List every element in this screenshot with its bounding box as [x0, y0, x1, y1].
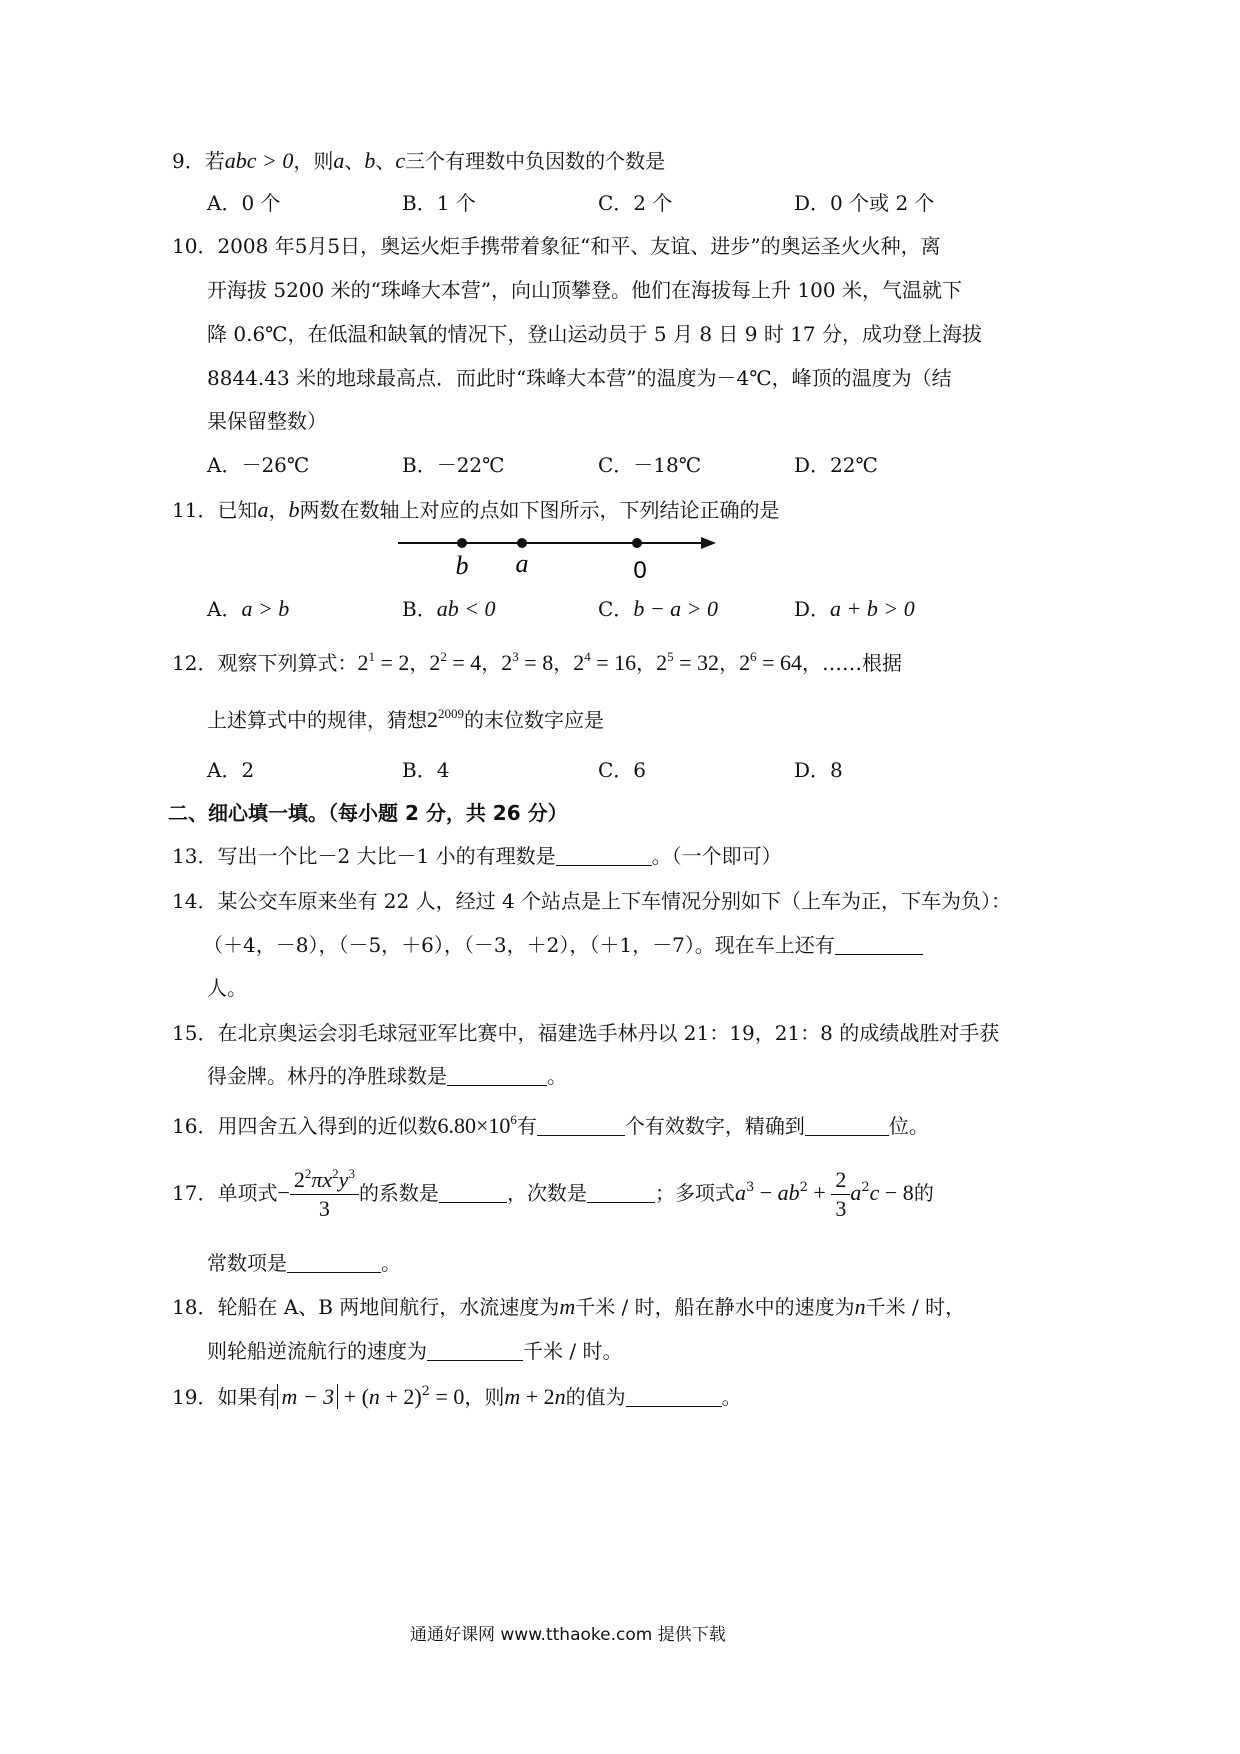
- q10-option-b: B．－22℃: [402, 453, 505, 477]
- label-zero: 0: [633, 557, 647, 584]
- term-value: = 2: [374, 650, 410, 675]
- term-value: = 64: [756, 650, 802, 675]
- answer-blank[interactable]: [835, 934, 923, 955]
- q12-line2-tail: 的末位数字应是: [464, 708, 604, 732]
- number-line-figure: [390, 530, 730, 586]
- option-expr: a + b > 0: [830, 596, 915, 621]
- num-y: y: [338, 1167, 349, 1192]
- question-number: 13．: [172, 844, 218, 868]
- q19-var-m: m: [504, 1384, 521, 1409]
- q9-expr: abc > 0: [224, 148, 294, 173]
- fraction-numerator: 2: [831, 1166, 850, 1195]
- question-9: [172, 148, 665, 174]
- power-term: [656, 650, 719, 675]
- term-exp: 1: [368, 649, 375, 664]
- q9-option-d: D．0 个或 2 个: [794, 191, 935, 215]
- q11-option-a: [207, 596, 289, 622]
- term-exp: 5: [667, 649, 674, 664]
- q16-tail: 位。: [888, 1114, 929, 1138]
- q13-text: 写出一个比－2 大比－1 小的有理数是: [217, 844, 556, 868]
- q19-var-n2: n: [554, 1384, 566, 1409]
- q16-mid: 有: [516, 1114, 537, 1138]
- question-18-line-1: [172, 1294, 965, 1320]
- q17-coef-label: 的系数是: [358, 1181, 439, 1205]
- question-10-line-4: 8844.43 米的地球最高点．而此时“珠峰大本营”的温度为－4℃，峰顶的温度为（结: [207, 366, 952, 390]
- q12-sep: ，: [719, 651, 740, 675]
- q9-option-a: A．0 个: [207, 191, 281, 215]
- question-16: [172, 1113, 929, 1139]
- q18-pre: 轮船在 A、B 两地间航行，水流速度为: [217, 1295, 560, 1319]
- poly-minus-8: − 8: [879, 1180, 914, 1205]
- answer-blank[interactable]: [556, 845, 652, 866]
- label-a: a: [515, 549, 529, 578]
- question-number: 19．: [172, 1385, 218, 1409]
- q18-var-m: m: [559, 1294, 576, 1319]
- q17-comma: ，: [506, 1181, 527, 1205]
- question-13: [172, 843, 782, 869]
- q11-option-d: [794, 596, 915, 622]
- q12-sep: ，: [553, 651, 574, 675]
- q11-tail: 两数在数轴上对应的点如下图所示，下列结论正确的是: [299, 498, 780, 522]
- poly-a2-exp: 2: [861, 1180, 870, 1195]
- q12-sep: ，: [636, 651, 657, 675]
- q12-option-d: D．8: [794, 758, 843, 782]
- question-18-line-2: [207, 1338, 622, 1364]
- q10-option-c: C．－18℃: [598, 453, 702, 477]
- answer-blank[interactable]: [537, 1115, 625, 1136]
- question-number: 15．: [172, 1021, 218, 1045]
- q12-line2-pre: 上述算式中的规律，猜想: [207, 708, 427, 732]
- q11-var-b: b: [288, 497, 300, 522]
- question-17-line-2: [207, 1250, 401, 1276]
- q9-sep1: 、: [344, 149, 365, 173]
- question-12-line-1: [172, 650, 902, 676]
- question-19: [172, 1384, 742, 1410]
- power-term: [429, 650, 481, 675]
- q12-sep: ，: [409, 651, 430, 675]
- num-pi-x: πx: [311, 1167, 333, 1192]
- poly-ab: ab: [777, 1180, 800, 1205]
- option-letter: D．: [794, 597, 831, 621]
- q16-number: [437, 1113, 516, 1138]
- term-base: 2: [501, 650, 513, 675]
- term-value: = 32: [673, 650, 720, 675]
- q19-rest: + 2): [379, 1384, 422, 1409]
- q19-var-n: n: [368, 1384, 380, 1409]
- question-11: [172, 497, 779, 523]
- q14-line2: （＋4，－8），（－5，＋6），（－3，＋2），（＋1，－7）。现在车上还有: [203, 933, 835, 957]
- point-b: [457, 538, 467, 548]
- term-value: = 8: [518, 650, 554, 675]
- term-base: 2: [357, 650, 369, 675]
- q16-pre: 用四舍五入得到的近似数: [217, 1114, 438, 1138]
- q12-option-a: A．2: [207, 758, 255, 782]
- question-12-line-2: [207, 707, 604, 733]
- q15-tail: 。: [547, 1064, 567, 1088]
- number-line-arrow: [701, 537, 716, 549]
- option-expr: ab < 0: [436, 596, 496, 621]
- q18-line2: 则轮船逆流航行的速度为: [207, 1339, 427, 1363]
- point-a: [517, 538, 527, 548]
- q19-absolute-value: m − 3: [277, 1384, 338, 1409]
- q17-line2: 常数项是: [207, 1251, 287, 1275]
- option-letter: A．: [207, 597, 242, 621]
- term-exp: 6: [750, 649, 757, 664]
- question-14-line-1: [172, 888, 1011, 914]
- q10-option-d: D．22℃: [794, 453, 878, 477]
- q19-tail: 的值为: [565, 1385, 626, 1409]
- q15-line2: 得金牌。林丹的净胜球数是: [207, 1064, 447, 1088]
- option-expr: b − a > 0: [633, 596, 719, 621]
- q11-option-b: [402, 596, 496, 622]
- poly-a-exp: 3: [745, 1180, 755, 1195]
- q19-end: 。: [721, 1385, 742, 1409]
- poly-a: a: [734, 1180, 746, 1205]
- question-number: 17．: [172, 1181, 218, 1205]
- term-exp: 2009: [438, 706, 464, 721]
- poly-c: c: [869, 1180, 880, 1205]
- poly-a2: a: [850, 1180, 862, 1205]
- answer-blank[interactable]: [447, 1065, 547, 1086]
- power-term: [501, 650, 553, 675]
- answer-blank[interactable]: [427, 1340, 523, 1361]
- q17-poly-label: 多项式: [674, 1181, 735, 1205]
- q10-text: 2008 年5月5日，奥运火炬手携带着象征“和平、友谊、进步”的奥运圣火火种，离: [217, 234, 941, 258]
- q11-var-a: a: [257, 497, 269, 522]
- q19-mid: ，则: [464, 1385, 505, 1409]
- term-exp: 2: [440, 649, 447, 664]
- question-10-line-3: 降 0.6℃，在低温和缺氧的情况下，登山运动员于 5 月 8 日 9 时 17 分，成功登上海拔: [207, 322, 983, 346]
- power-term: [427, 707, 464, 732]
- fraction-denominator: 3: [318, 1196, 330, 1221]
- q17-de: 的: [913, 1181, 934, 1205]
- q17-pre: 单项式: [217, 1181, 278, 1205]
- q12-after: ，……根据: [801, 651, 902, 675]
- q9-mid: ，则: [293, 149, 334, 173]
- q15-text: 在北京奥运会羽毛球冠亚军比赛中，福建选手林丹以 21：19，21：8 的成绩战胜对手获: [217, 1021, 1000, 1045]
- term-base: 2: [739, 650, 751, 675]
- q9-option-c: C．2 个: [598, 191, 673, 215]
- option-letter: C．: [598, 597, 634, 621]
- q9-option-b: B．1 个: [402, 191, 476, 215]
- q9-pre: 若: [204, 149, 225, 173]
- poly-minus: −: [754, 1180, 778, 1205]
- question-number: 14．: [172, 889, 218, 913]
- option-letter: B．: [402, 597, 437, 621]
- q19-plus: + (: [338, 1384, 369, 1409]
- num-exp: 2: [304, 1166, 312, 1181]
- term-base: 2: [573, 650, 585, 675]
- q19-exp: 2: [421, 1384, 430, 1399]
- monomial-fraction: [290, 1166, 359, 1223]
- term-exp: 3: [512, 649, 519, 664]
- term-value: = 16: [590, 650, 637, 675]
- q9-var-c: c: [395, 148, 406, 173]
- fraction-numerator: [290, 1166, 359, 1195]
- q12-option-c: C．6: [598, 758, 647, 782]
- question-15-line-1: [172, 1020, 999, 1046]
- answer-blank[interactable]: [587, 1182, 655, 1203]
- question-15-line-2: [207, 1063, 567, 1089]
- q16-mid2: 个有效数字，精确到: [624, 1114, 805, 1138]
- q17-minus: −: [277, 1180, 290, 1205]
- q13-tail: 。（一个即可）: [651, 844, 782, 868]
- power-term: [357, 650, 409, 675]
- q12-sep: ，: [481, 651, 502, 675]
- question-10-line-5: 果保留整数）: [207, 409, 327, 433]
- q17-degree-label: 次数是: [526, 1181, 587, 1205]
- q18-tail: 千米 / 时。: [523, 1339, 623, 1363]
- question-number: 10．: [172, 234, 218, 258]
- q18-mid2: 千米 / 时，: [865, 1295, 966, 1319]
- question-17-line-1: [172, 1163, 934, 1223]
- term-base: 2: [427, 707, 438, 732]
- num-exp3: 3: [348, 1166, 355, 1181]
- q11-comma: ，: [268, 498, 289, 522]
- q14-text: 某公交车原来坐有 22 人，经过 4 个站点是上下车情况分别如下（上车为正，下车为负）：: [217, 889, 1012, 913]
- q16-exponent: 6: [510, 1112, 517, 1127]
- question-number: 9．: [172, 149, 205, 173]
- question-14-line-3: 人。: [207, 976, 247, 1000]
- num-exp2: 2: [332, 1166, 339, 1181]
- question-number: 18．: [172, 1295, 218, 1319]
- term-base: 2: [656, 650, 668, 675]
- poly-plus: +: [807, 1180, 832, 1205]
- q19-plus2: + 2: [520, 1384, 555, 1409]
- power-term: [739, 650, 802, 675]
- question-number: 11．: [172, 498, 218, 522]
- q11-option-c: [598, 596, 718, 622]
- q18-mid: 千米 / 时，船在静水中的速度为: [575, 1295, 855, 1319]
- q9-sep2: 、: [375, 149, 396, 173]
- q17-semicolon: ；: [654, 1181, 675, 1205]
- question-14-line-2: [203, 932, 923, 958]
- question-number: 16．: [172, 1114, 218, 1138]
- answer-blank[interactable]: [805, 1115, 889, 1136]
- fraction-denominator: 3: [835, 1196, 847, 1221]
- question-10-line-1: [172, 233, 941, 259]
- answer-blank[interactable]: [626, 1386, 722, 1407]
- option-expr: a > b: [241, 596, 290, 621]
- page-footer: 通通好课网 www.tthaoke.com 提供下载: [410, 1625, 726, 1645]
- q18-var-n: n: [854, 1294, 866, 1319]
- section-2-heading: 二、细心填一填。（每小题 2 分，共 26 分）: [168, 801, 568, 825]
- num-base: 2: [293, 1167, 305, 1192]
- q19-pre: 如果有: [217, 1385, 278, 1409]
- label-b: b: [455, 551, 469, 580]
- q11-pre: 已知: [217, 498, 258, 522]
- q9-var-b: b: [364, 148, 376, 173]
- poly-fraction: [831, 1166, 850, 1223]
- question-10-line-2: 开海拔 5200 米的“珠峰大本营”，向山顶攀登。他们在海拔每上升 100 米，气温就下: [207, 278, 962, 302]
- term-value: = 4: [446, 650, 482, 675]
- q16-mantissa: 6.80×10: [437, 1113, 511, 1138]
- q12-option-b: B．4: [402, 758, 450, 782]
- q19-equals: = 0: [429, 1384, 465, 1409]
- q10-option-a: A．－26℃: [207, 453, 310, 477]
- point-zero: [632, 538, 642, 548]
- answer-blank[interactable]: [287, 1252, 381, 1273]
- answer-blank[interactable]: [439, 1182, 507, 1203]
- term-exp: 4: [584, 649, 591, 664]
- q9-tail: 三个有理数中负因数的个数是: [405, 149, 666, 173]
- question-number: 12．: [172, 651, 218, 675]
- q12-pre: 观察下列算式：: [217, 651, 358, 675]
- poly-ab-exp: 2: [799, 1180, 808, 1195]
- q9-var-a: a: [333, 148, 345, 173]
- power-term: [573, 650, 636, 675]
- term-base: 2: [429, 650, 441, 675]
- q17-tail: 。: [381, 1251, 401, 1275]
